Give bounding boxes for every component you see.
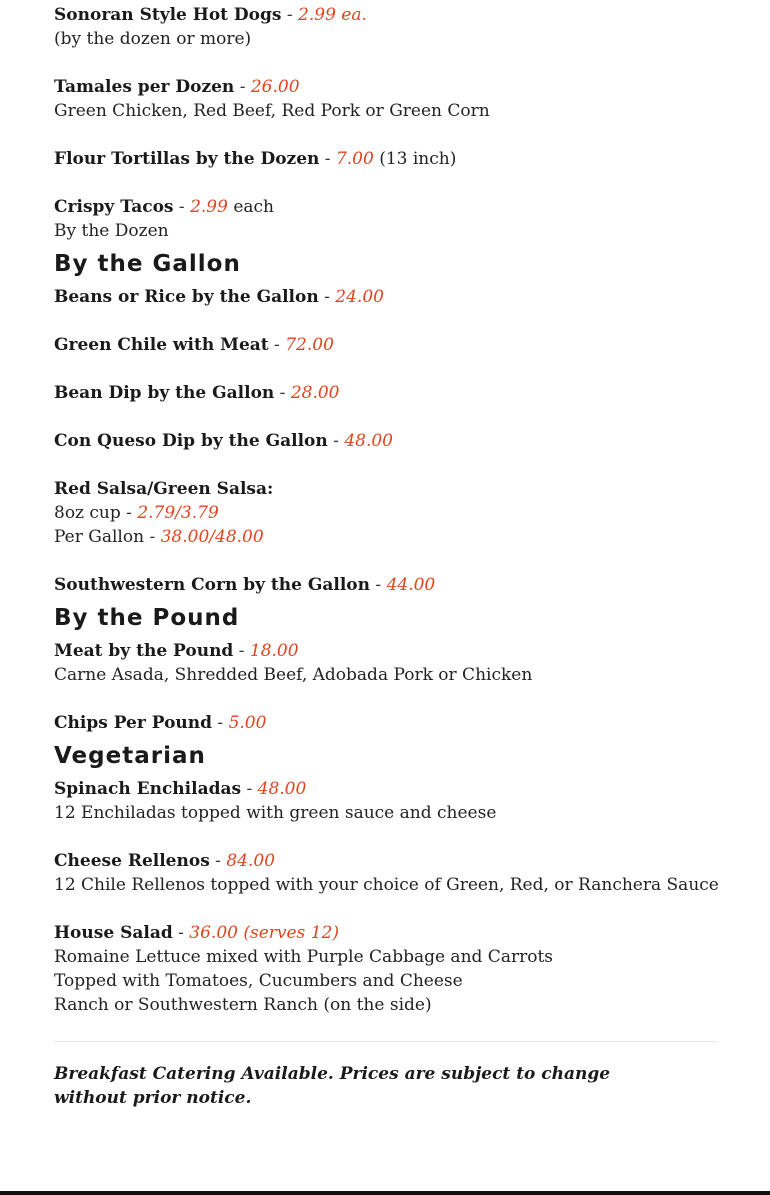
separator: - xyxy=(209,851,227,871)
item-price: 2.99 ea. xyxy=(298,5,367,25)
separator: - xyxy=(120,503,138,523)
item-description: Carne Asada, Shredded Beef, Adobada Pork or Chicken xyxy=(54,665,533,685)
item-name: Southwestern Corn by the Gallon xyxy=(54,575,370,595)
item-description: 12 Chile Rellenos topped with your choice of Green, Red, or Ranchera Sauce xyxy=(54,875,719,895)
item-price: 36.00 (serves 12) xyxy=(189,923,339,943)
item-suffix: (13 inch) xyxy=(379,149,457,169)
menu-item xyxy=(54,147,718,171)
separator: - xyxy=(212,713,229,733)
item-name: Beans or Rice by the Gallon xyxy=(54,287,319,307)
menu-item xyxy=(54,921,718,1017)
item-name: Red Salsa/Green Salsa: xyxy=(54,479,274,499)
item-line xyxy=(54,195,718,219)
item-description: By the Dozen xyxy=(54,221,169,241)
sub-price: 38.00/48.00 xyxy=(160,527,264,547)
menu-item xyxy=(54,381,718,405)
menu-item xyxy=(54,573,718,597)
separator: - xyxy=(281,5,299,25)
menu-item xyxy=(54,711,718,735)
separator: - xyxy=(233,641,250,661)
item-price: 26.00 xyxy=(250,77,300,97)
divider xyxy=(54,1041,718,1042)
separator: - xyxy=(234,77,251,97)
item-price: 28.00 xyxy=(290,383,340,403)
separator: - xyxy=(370,575,387,595)
item-line xyxy=(54,75,718,99)
separator: - xyxy=(319,149,336,169)
menu-item xyxy=(54,477,718,549)
item-name: Sonoran Style Hot Dogs xyxy=(54,5,282,25)
menu-item xyxy=(54,3,718,51)
catering-menu xyxy=(54,3,718,1110)
item-price: 18.00 xyxy=(249,641,299,661)
sub-price-line xyxy=(54,525,718,549)
item-price: 7.00 xyxy=(335,149,374,169)
item-price: 72.00 xyxy=(285,335,334,355)
item-name: Chips Per Pound xyxy=(54,713,213,733)
separator: - xyxy=(268,335,286,355)
menu-item xyxy=(54,75,718,123)
separator: - xyxy=(274,383,291,403)
item-price: 48.00 xyxy=(257,779,307,799)
menu-item xyxy=(54,849,718,897)
item-name: Tamales per Dozen xyxy=(54,77,235,97)
item-price: 44.00 xyxy=(386,575,436,595)
item-name: Con Queso Dip by the Gallon xyxy=(54,431,328,451)
section-heading-gallon: By the Gallon xyxy=(54,251,241,277)
sub-label: 8oz cup xyxy=(54,503,121,523)
section-heading-vegetarian: Vegetarian xyxy=(54,743,206,769)
menu-item xyxy=(54,639,718,687)
item-description: (by the dozen or more) xyxy=(54,29,252,49)
item-description: 12 Enchiladas topped with green sauce and cheese xyxy=(54,803,497,823)
separator: - xyxy=(173,197,191,217)
item-line xyxy=(54,147,718,171)
item-name: Flour Tortillas by the Dozen xyxy=(54,149,320,169)
item-price: 2.99 xyxy=(190,197,228,217)
item-name: House Salad xyxy=(54,923,173,943)
item-name: Cheese Rellenos xyxy=(54,851,210,871)
item-name: Crispy Tacos xyxy=(54,197,174,217)
item-description: Topped with Tomatoes, Cucumbers and Cheese xyxy=(54,971,463,991)
separator: - xyxy=(241,779,258,799)
separator: - xyxy=(318,287,336,307)
item-price: 24.00 xyxy=(335,287,384,307)
item-line xyxy=(54,3,718,27)
item-description: Romaine Lettuce mixed with Purple Cabbage and Carrots xyxy=(54,947,553,967)
item-price: 84.00 xyxy=(226,851,276,871)
section-heading-pound: By the Pound xyxy=(54,605,240,631)
item-name: Green Chile with Meat xyxy=(54,335,269,355)
item-name: Spinach Enchiladas xyxy=(54,779,242,799)
separator: - xyxy=(172,923,190,943)
item-price: 48.00 xyxy=(344,431,393,451)
bottom-border xyxy=(0,1191,770,1195)
menu-item xyxy=(54,333,718,357)
item-name: Bean Dip by the Gallon xyxy=(54,383,275,403)
item-name: Meat by the Pound xyxy=(54,641,234,661)
menu-item xyxy=(54,429,718,453)
footer-note: Breakfast Catering Available. Prices are subject to change without prior notice. xyxy=(54,1064,611,1108)
item-description: Ranch or Southwestern Ranch (on the side) xyxy=(54,995,432,1015)
menu-item xyxy=(54,285,718,309)
item-suffix: each xyxy=(233,197,274,217)
item-price: 5.00 xyxy=(228,713,267,733)
sub-price: 2.79/3.79 xyxy=(137,503,219,523)
sub-price-line xyxy=(54,501,718,525)
sub-label: Per Gallon xyxy=(54,527,145,547)
separator: - xyxy=(144,527,161,547)
item-description: Green Chicken, Red Beef, Red Pork or Green Corn xyxy=(54,101,490,121)
menu-item xyxy=(54,195,718,243)
menu-item xyxy=(54,777,718,825)
separator: - xyxy=(327,431,345,451)
